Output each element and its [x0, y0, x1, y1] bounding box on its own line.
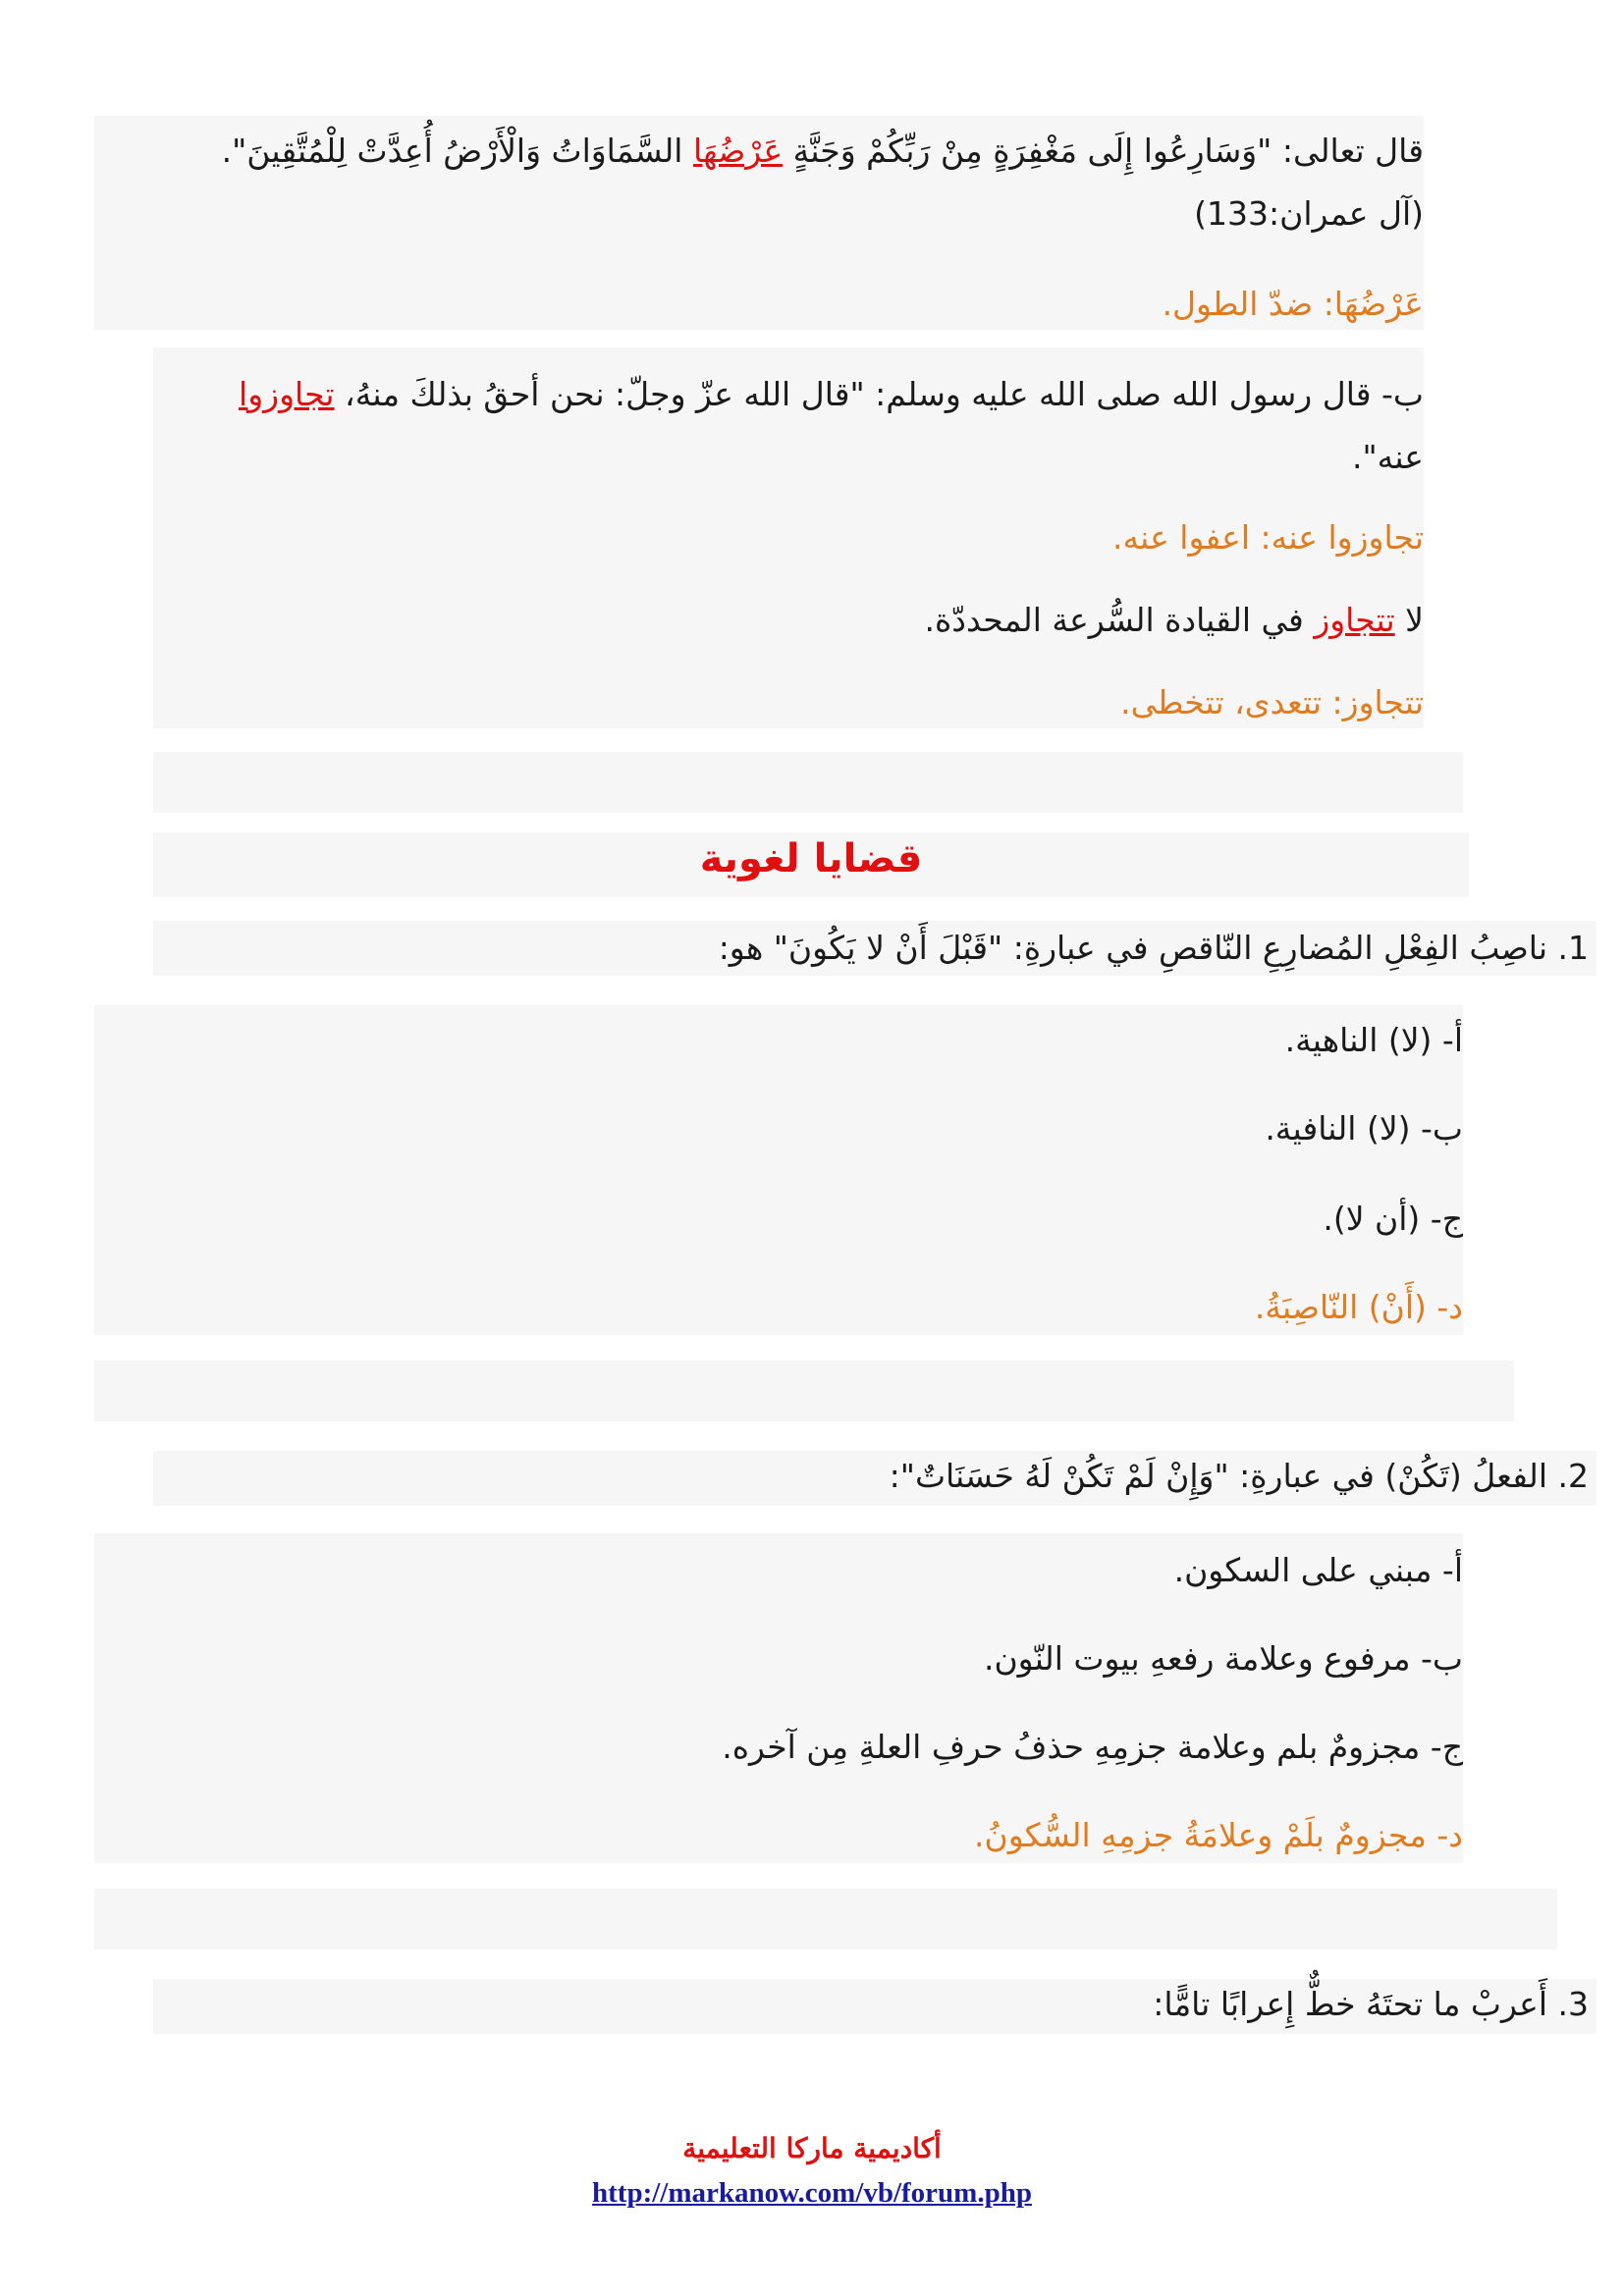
q2-question: 2. الفعلُ (تَكُنْ) في عبارةِ: "وَإِنْ لَمْ تَكُنْ لَهُ حَسَنَاتٌ": [889, 1457, 1589, 1495]
verse-line [222, 132, 1424, 171]
footer-link[interactable]: http://markanow.com/vb/forum.php [592, 2177, 1032, 2209]
section-heading: قضايا لغوية [699, 836, 923, 881]
verse-highlight: عَرْضُهَا [692, 132, 784, 170]
example-meaning: تتجاوز: تتعدى، تتخطى. [1120, 683, 1424, 721]
q2-option-c: ج- مجزومٌ بلم وعلامة جزمِهِ حذفُ حرفِ العلةِ مِن آخره. [722, 1728, 1463, 1766]
q1-options-box [94, 1005, 1463, 1335]
example-suffix: في القيادة السُّرعة المحددّة. [924, 601, 1315, 639]
hadith-highlight: تجاوزوا [239, 375, 335, 413]
verse-reference: (آل عمران:133) [1194, 194, 1424, 233]
verse-suffix: السَّمَاوَاتُ وَالْأَرْضُ أُعِدَّتْ لِلْمُتَّقِينَ". [221, 132, 693, 170]
example-line [925, 601, 1425, 640]
footer-title: أكاديمية ماركا التعليمية [682, 2132, 942, 2164]
q1-option-b: ب- (لا) النافية. [1265, 1109, 1463, 1148]
hadith-line [239, 375, 1424, 414]
q1-question: 1. ناصِبُ الفِعْلِ المُضارِعِ النّاقصِ في عبارةِ: "قَبْلَ أَنْ لا يَكُونَ" هو: [718, 929, 1589, 967]
q2-option-b: ب- مرفوع وعلامة رفعهِ بيوت النّون. [983, 1639, 1463, 1678]
example-prefix: لا [1394, 601, 1424, 639]
verse-meaning: عَرْضُهَا: ضدّ الطول. [1162, 285, 1424, 323]
q1-option-d: د- (أَنْ) النّاصِبَةُ. [1254, 1288, 1463, 1326]
separator-box-3 [94, 1889, 1557, 1949]
q3-question: 3. أَعربْ ما تحتَهُ خطٌّ إِعرابًا تامًّا: [1153, 1985, 1589, 2023]
q2-option-a: أ- مبني على السكون. [1173, 1551, 1463, 1589]
separator-box-2 [94, 1361, 1514, 1421]
q2-option-d: د- مجزومٌ بلَمْ وعلامَةُ جزمِهِ السُّكونُ. [974, 1816, 1463, 1854]
q1-option-a: أ- (لا) الناهية. [1284, 1021, 1463, 1059]
separator-box [153, 752, 1463, 813]
hadith-prefix: ب- قال رسول الله صلى الله عليه وسلم: "قال الله عزّ وجلّ: نحن أحقُ بذلكَ منهُ، [334, 375, 1424, 413]
hadith-end: عنه". [1351, 438, 1424, 476]
verse-prefix: قال تعالى: "وَسَارِعُوا إِلَى مَغْفِرَةٍ مِنْ رَبِّكُمْ وَجَنَّةٍ [783, 132, 1424, 170]
hadith-meaning: تجاوزوا عنه: اعفوا عنه. [1111, 518, 1424, 557]
example-highlight: تتجاوز [1314, 601, 1395, 639]
q1-option-c: ج- (أن لا). [1323, 1200, 1463, 1238]
